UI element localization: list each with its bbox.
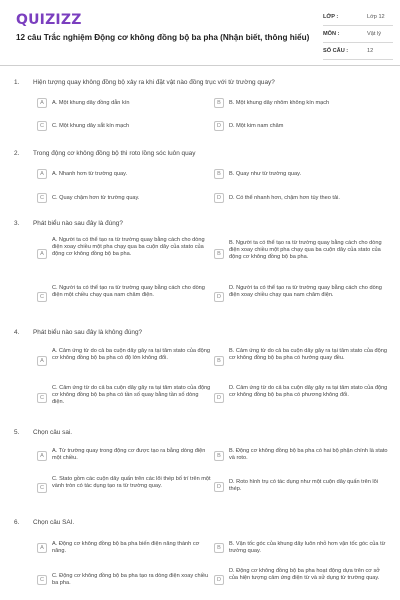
option-text: D. Có thể nhanh hơn, chậm hơn tùy theo tải. — [229, 194, 340, 201]
question-text: Hiện tượng quay không đồng bộ xảy ra khi đặt vật nào đồng trục với từ trường quay? — [33, 79, 275, 86]
option-letter-box: C — [37, 292, 47, 302]
meta-row-subject — [323, 27, 393, 43]
question-number: 4. — [14, 329, 20, 336]
page-header — [0, 0, 400, 66]
option-letter-box: B — [214, 169, 224, 179]
option-text: C. Quay chậm hơn từ trường quay. — [52, 194, 140, 201]
option-letter-box: C — [37, 121, 47, 131]
option-text: D. Một kim nam châm — [229, 122, 284, 129]
option-text: D. Động cơ không đồng bộ ba pha hoạt động dựa trên cơ sở của hiện tượng cảm ứng điện từ và sử dụng từ trường quay. — [229, 568, 380, 581]
option-text: C. Người ta có thể tạo ra từ trường quay bằng cách cho dòng điện một chiều chạy qua nam châm điện. — [52, 285, 205, 298]
question-text: Chọn câu sai. — [33, 429, 73, 436]
question-number: 6. — [14, 519, 20, 526]
option-text: B. Vận tốc góc của khung dây luôn nhỏ hơn vận tốc góc của từ trường quay. — [229, 541, 386, 554]
option-text: C. Cảm ứng từ do cả ba cuộn dây gây ra tại tâm stato của động cơ không đồng bộ ba pha có tần số quay bằng tần số dòng điện. — [52, 385, 211, 405]
question-text: Trong động cơ không đồng bộ thì roto lồng sóc luôn quay — [33, 150, 196, 157]
option-letter-box: D — [214, 121, 224, 131]
meta-row-grade — [323, 10, 393, 26]
option-text: A. Từ trường quay trong động cơ được tạo ra bằng dòng điện một chiều. — [52, 448, 206, 461]
option-text: C. Stato gồm các cuộn dây quấn trên các lõi thép bố trí trên một vành tròn có tác dụng tạo ra từ trường quay. — [52, 476, 211, 489]
option-text: D. Cảm ứng từ do cả ba cuộn dây gây ra tại tâm stato của động cơ không đồng bộ ba pha có phương không đổi. — [229, 385, 388, 398]
option-text: C. Một khung dây sắt kín mạch — [52, 122, 130, 129]
grade-value: Lớp 12 — [367, 14, 385, 20]
option-letter-box: A — [37, 543, 47, 553]
option-letter-box: B — [214, 98, 224, 108]
option-letter-box: B — [214, 543, 224, 553]
option-letter-box: B — [214, 356, 224, 366]
option-text: B. Cảm ứng từ do cả ba cuộn dây gây ra tại tâm stato của động cơ không đồng bộ ba pha có hướng quay đều. — [229, 348, 387, 361]
option-letter-box: D — [214, 482, 224, 492]
option-text: C. Động cơ không đồng bộ ba pha tạo ra dòng điện xoay chiều ba pha. — [52, 573, 209, 586]
option-letter-box: D — [214, 393, 224, 403]
question-number: 3. — [14, 220, 20, 227]
option-letter-box: C — [37, 393, 47, 403]
option-letter-box: C — [37, 483, 47, 493]
option-text: A. Nhanh hơn từ trường quay. — [52, 170, 128, 177]
option-letter-box: A — [37, 98, 47, 108]
option-text: A. Một khung dây đồng dẫn kín — [52, 99, 130, 106]
option-letter-box: D — [214, 575, 224, 585]
meta-info — [323, 10, 393, 61]
meta-row-count — [323, 44, 393, 60]
page-title: 12 câu Trắc nghiệm Động cơ không đồng bộ ba pha (Nhận biết, thông hiểu) — [16, 33, 310, 42]
option-letter-box: B — [214, 451, 224, 461]
option-text: B. Một khung dây nhôm không kín mạch — [229, 99, 330, 106]
question-number: 5. — [14, 429, 20, 436]
question-text: Phát biểu nào sau đây là không đúng? — [33, 329, 143, 336]
subject-value: Vật lý — [367, 31, 381, 37]
option-letter-box: A — [37, 169, 47, 179]
question-count-value: 12 — [367, 48, 374, 54]
option-letter-box: A — [37, 451, 47, 461]
grade-label: LỚP : — [323, 14, 339, 20]
option-letter-box: B — [214, 249, 224, 259]
subject-label: MÔN : — [323, 31, 340, 37]
question-count-label: SỐ CÂU : — [323, 48, 349, 54]
option-text: A. Người ta có thể tạo ra từ trường quay bằng cách cho dòng điện xoay chiều một pha chạy qua ba cuộn dây của stato của động cơ không đồng bộ ba pha. — [52, 237, 205, 257]
option-text: D. Người ta có thể tạo ra từ trường quay bằng cách cho dòng điện xoay chiều chạy qua nam châm điện. — [229, 285, 382, 298]
option-text: B. Người ta có thể tạo ra từ trường quay bằng cách cho dòng điện xoay chiều một pha chạy qua ba cuộn dây của stato của động cơ không đồng bộ ba pha. — [229, 240, 382, 260]
option-text: D. Roto hình trụ có tác dụng như một cuộn dây quấn trên lõi thép. — [229, 479, 378, 492]
question-number: 2. — [14, 150, 20, 157]
option-letter-box: C — [37, 575, 47, 585]
option-text: B. Quay như từ trường quay. — [229, 170, 302, 177]
option-text: B. Động cơ không đồng bộ ba pha có hai bộ phận chính là stato và roto. — [229, 448, 388, 461]
quizizz-logo: QUIZIZZ — [16, 12, 82, 28]
question-text: Chọn câu SAI. — [33, 519, 75, 526]
option-text: A. Động cơ không đồng bộ ba pha biến điện năng thành cơ năng. — [52, 541, 200, 554]
option-letter-box: A — [37, 356, 47, 366]
question-text: Phát biểu nào sau đây là đúng? — [33, 220, 123, 227]
option-letter-box: C — [37, 193, 47, 203]
option-text: A. Cảm ứng từ do cả ba cuộn dây gây ra tại tâm stato của động cơ không đồng bộ ba pha có độ lớn không đổi. — [52, 348, 210, 361]
option-letter-box: D — [214, 292, 224, 302]
question-number: 1. — [14, 79, 20, 86]
option-letter-box: A — [37, 249, 47, 259]
option-letter-box: D — [214, 193, 224, 203]
